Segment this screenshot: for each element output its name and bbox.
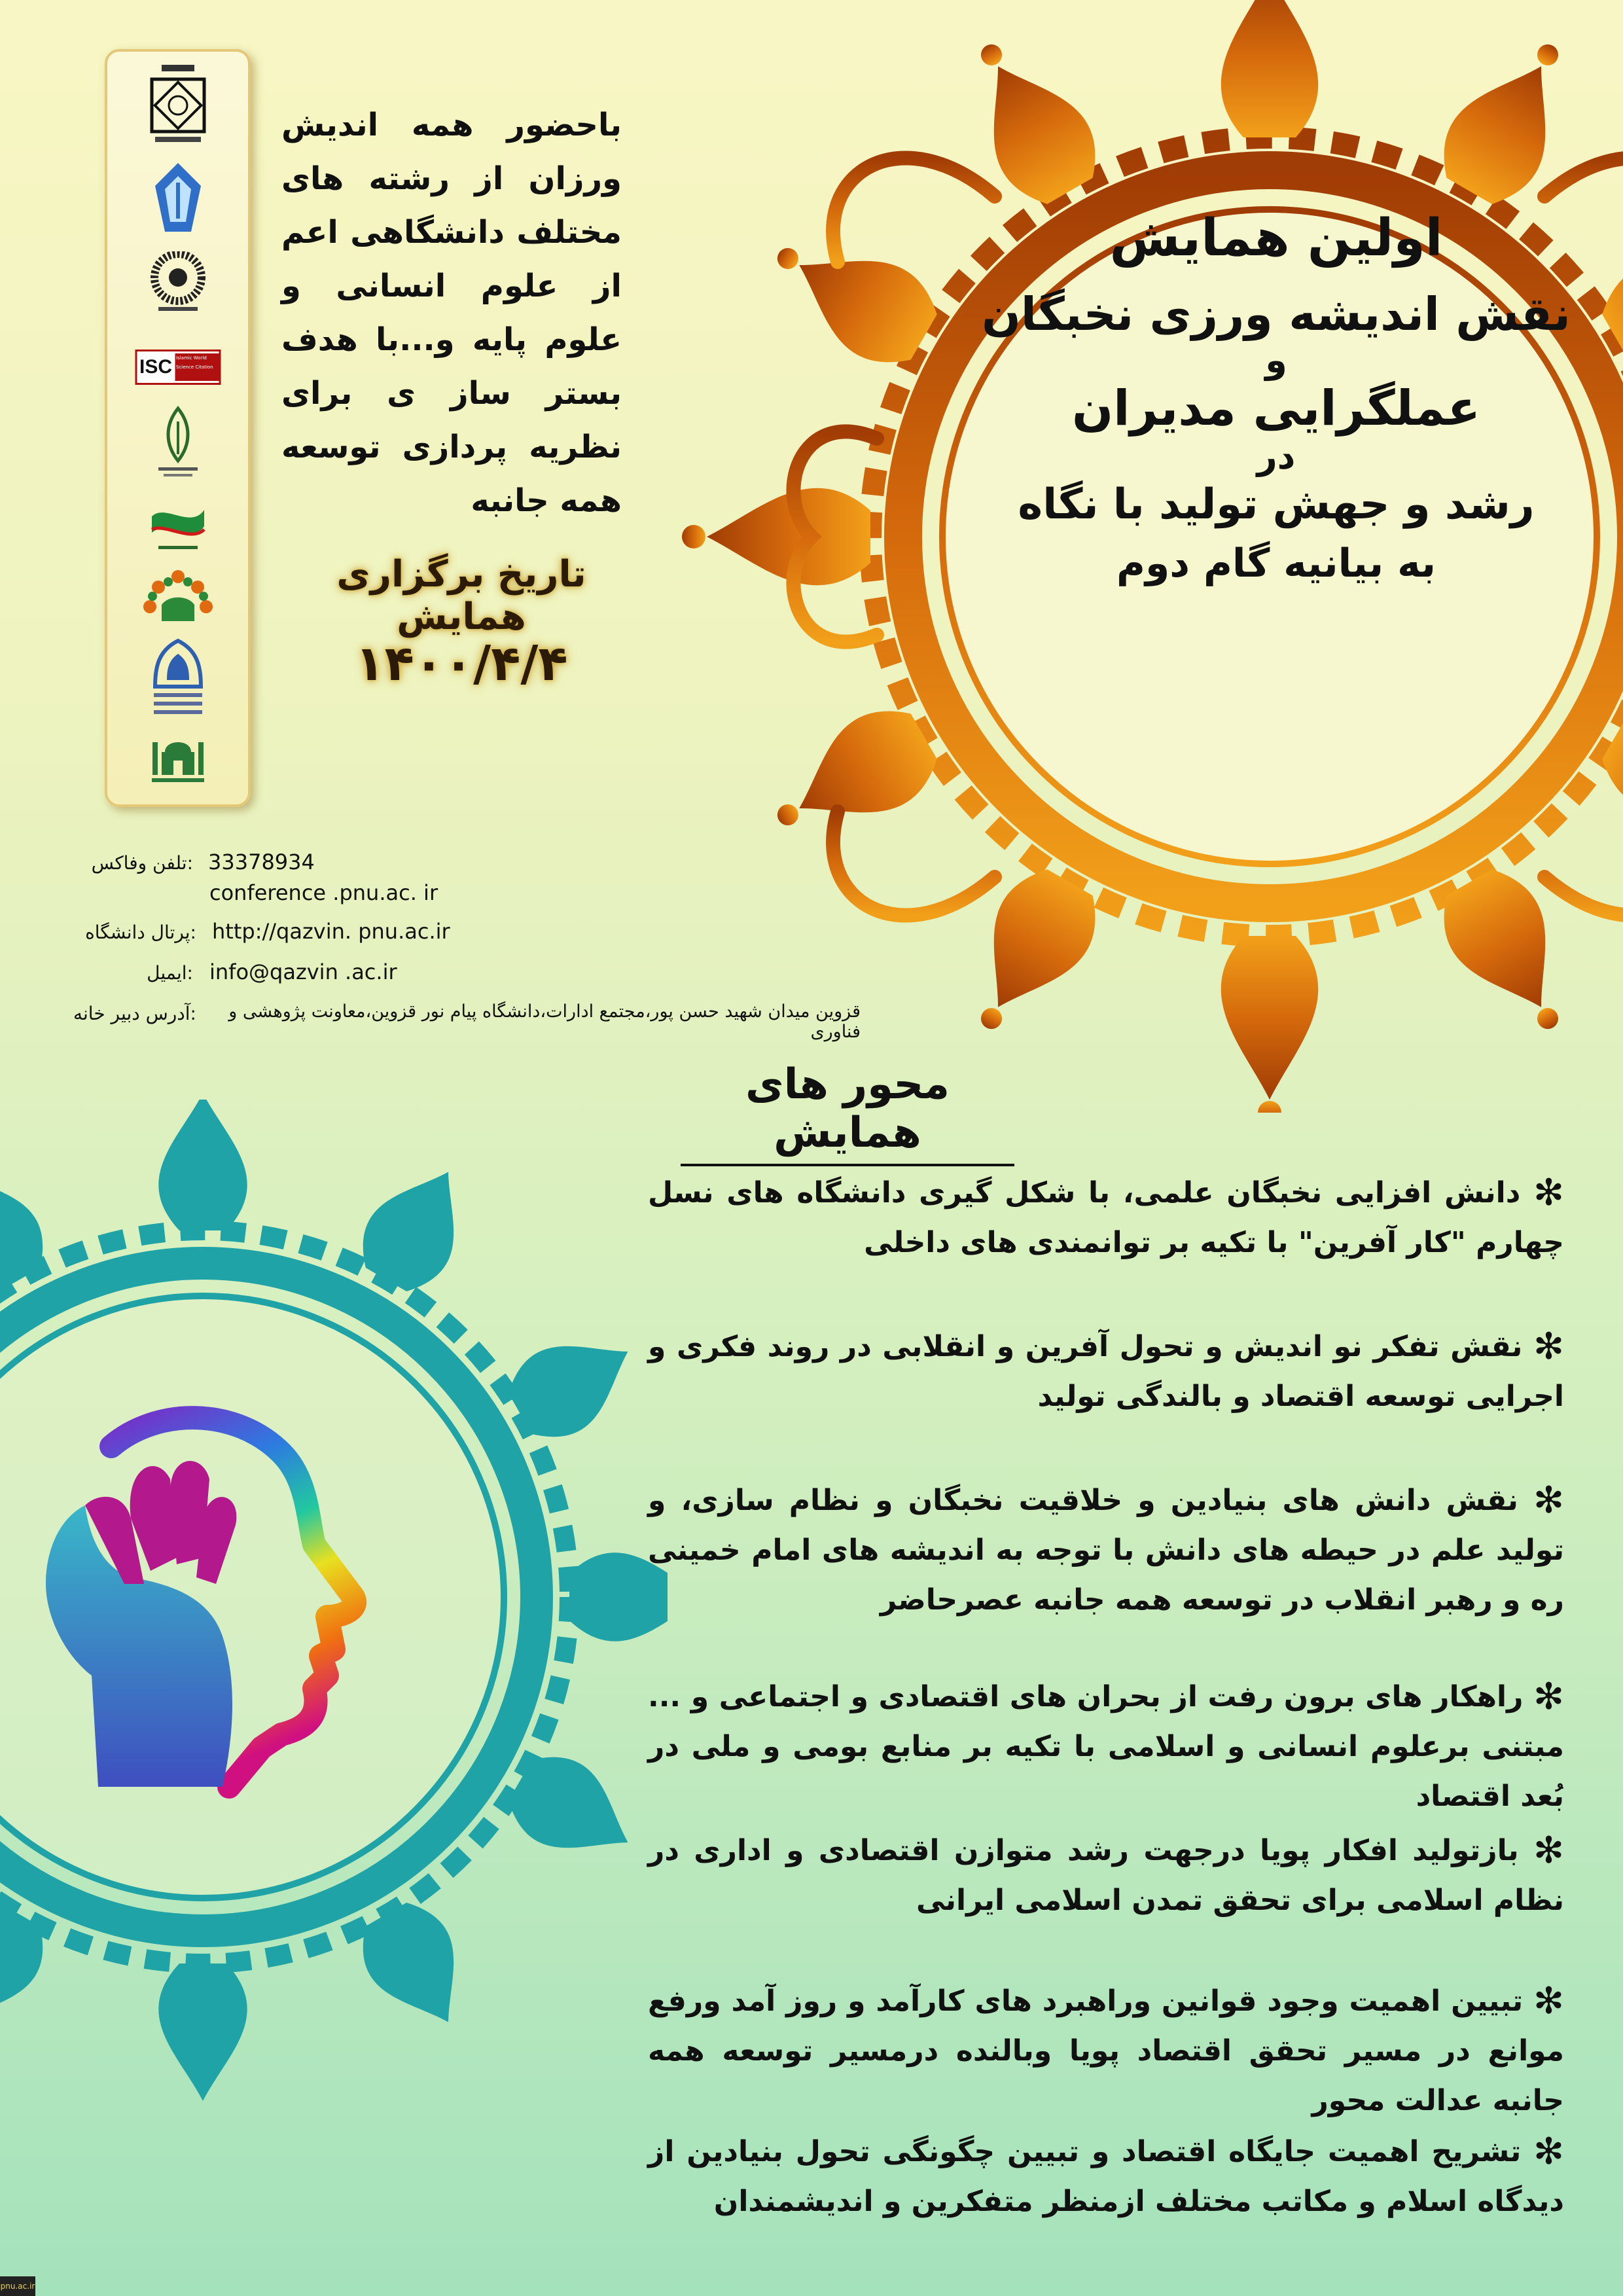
axis-item-1 <box>648 1168 1564 1268</box>
azad-university-logo-icon <box>152 160 204 235</box>
axis-item-7 <box>648 2127 1564 2227</box>
axis-item-4 <box>648 1672 1564 1821</box>
islamic-university-logo-icon <box>149 637 207 723</box>
event-date-value: ۱۴۰۰/۴/۴ <box>355 636 568 692</box>
asterisk-bullet-icon: ✻ <box>1533 2130 1565 2173</box>
sponsor-logo-strip <box>105 49 251 807</box>
title-line-3: و <box>1265 340 1287 382</box>
axis-text: دانش افزایی نخبگان علمی، با شکل گیری دانشگاه های نسل چهارم "کار آفرین" با تکیه بر توانمندی های داخلی <box>648 1176 1564 1259</box>
title-line-2: نقش اندیشه ورزی نخبگان <box>982 287 1571 341</box>
axis-text: تبیین اهمیت وجود قوانین وراهبرد های کارآمد و روز آمد ورفع موانع در مسیر تحقق اقتصاد پویا وبالنده درمسیر توسعه همه جانبه عدالت محور <box>648 1984 1564 2117</box>
university-emblem-icon <box>149 65 207 150</box>
axis-text: نقش دانش های بنیادین و خلاقیت نخبگان و نظام سازی، و تولید علم در حیطه های دانش با توجه به اندیشه های امام خمینی ره و رهبر انقلاب در توسعه همه جانبه عصرحاضر <box>648 1484 1564 1617</box>
portal-label: :پرتال دانشگاه <box>85 922 196 943</box>
title-line-5: در <box>1257 436 1296 478</box>
asterisk-bullet-icon: ✻ <box>1533 1829 1564 1872</box>
event-date-label: تاریخ برگزاری همایش <box>336 553 586 638</box>
address-label: :آدرس دبیر خانه <box>73 1003 196 1024</box>
portal-link[interactable]: http://qazvin. pnu.ac.ir <box>212 919 450 944</box>
axis-text: بازتولید افکار پویا درجهت رشد متوازن اقتصادی و اداری در نظام اسلامی برای تحقق تمدن اسلامی ایرانی <box>648 1834 1564 1917</box>
title-line-7: به بیانیه گام دوم <box>1116 541 1436 587</box>
intro-text: باحضور همه اندیش ورزان از رشته های مختلف دانشگاهی اعم از علوم انسانی و علوم پایه و...با هدف بستر ساز ی برای نظریه پردازی توسعه همه جانبه <box>281 107 622 519</box>
phone-label: :تلفن وفاکس <box>91 852 193 874</box>
axis-item-2 <box>648 1322 1564 1422</box>
axis-text: تشریح اهمیت جایگاه اقتصاد و تبیین چگونگی تحول بنیادین از دیدگاه اسلام و مکاتب مختلف ازمنظر متفکرین و اندیشمندان <box>648 2135 1564 2218</box>
corner-badge: pnu.ac.ir <box>0 2276 35 2296</box>
basij-logo-icon <box>145 497 211 556</box>
asterisk-bullet-icon: ✻ <box>1533 1479 1564 1522</box>
phone-value: 33378934 <box>208 850 315 874</box>
email-link[interactable]: info@qazvin .ac.ir <box>209 960 397 984</box>
asterisk-bullet-icon: ✻ <box>1533 1172 1564 1214</box>
axis-item-3 <box>648 1476 1564 1625</box>
title-line-4: عملگرایی مدیران <box>1071 380 1481 437</box>
ministry-science-logo-icon <box>152 405 204 484</box>
payame-noor-logo-icon <box>149 251 207 317</box>
title-line-1: اولین همایش <box>1109 209 1443 268</box>
axis-text: نقش تفکر نو اندیش و تحول آفرین و انقلابی در روند فکری و اجرایی توسعه اقتصاد و بالندگی تولید <box>648 1330 1564 1413</box>
mosque-logo-icon <box>149 723 207 788</box>
axis-item-6 <box>648 1977 1564 2126</box>
asterisk-bullet-icon: ✻ <box>1533 1980 1564 2022</box>
axes-title: محور های همایش <box>681 1060 1014 1166</box>
isc-logo-subtext: Islamic World Science Citation <box>175 353 219 381</box>
axis-item-5 <box>648 1826 1564 1926</box>
conference-site-link[interactable]: conference .pnu.ac. ir <box>209 880 438 905</box>
isc-logo <box>135 350 221 385</box>
isc-logo-text: ISC <box>137 356 175 378</box>
email-label: :ایمیل <box>147 962 193 984</box>
address-value: قزوین میدان شهید حسن پور،مجتمع ادارات،دانشگاه پیام نور قزوین،معاونت پژوهشی و فناوری <box>228 1001 861 1042</box>
asterisk-bullet-icon: ✻ <box>1533 1325 1564 1368</box>
axis-text: راهکار های برون رفت از بحران های اقتصادی و اجتماعی و ... مبتنی برعلوم انسانی و اسلامی با تکیه بر منابع بومی و ملی در بُعد اقتصاد <box>648 1680 1564 1813</box>
asterisk-bullet-icon: ✻ <box>1533 1676 1564 1718</box>
teal-ornament-frame <box>0 1100 668 2108</box>
conference-title <box>982 209 1571 586</box>
rosette-logo-icon <box>142 569 214 628</box>
title-line-6: رشد و جهش تولید با نگاه <box>1018 480 1535 529</box>
event-date-block <box>275 553 648 692</box>
